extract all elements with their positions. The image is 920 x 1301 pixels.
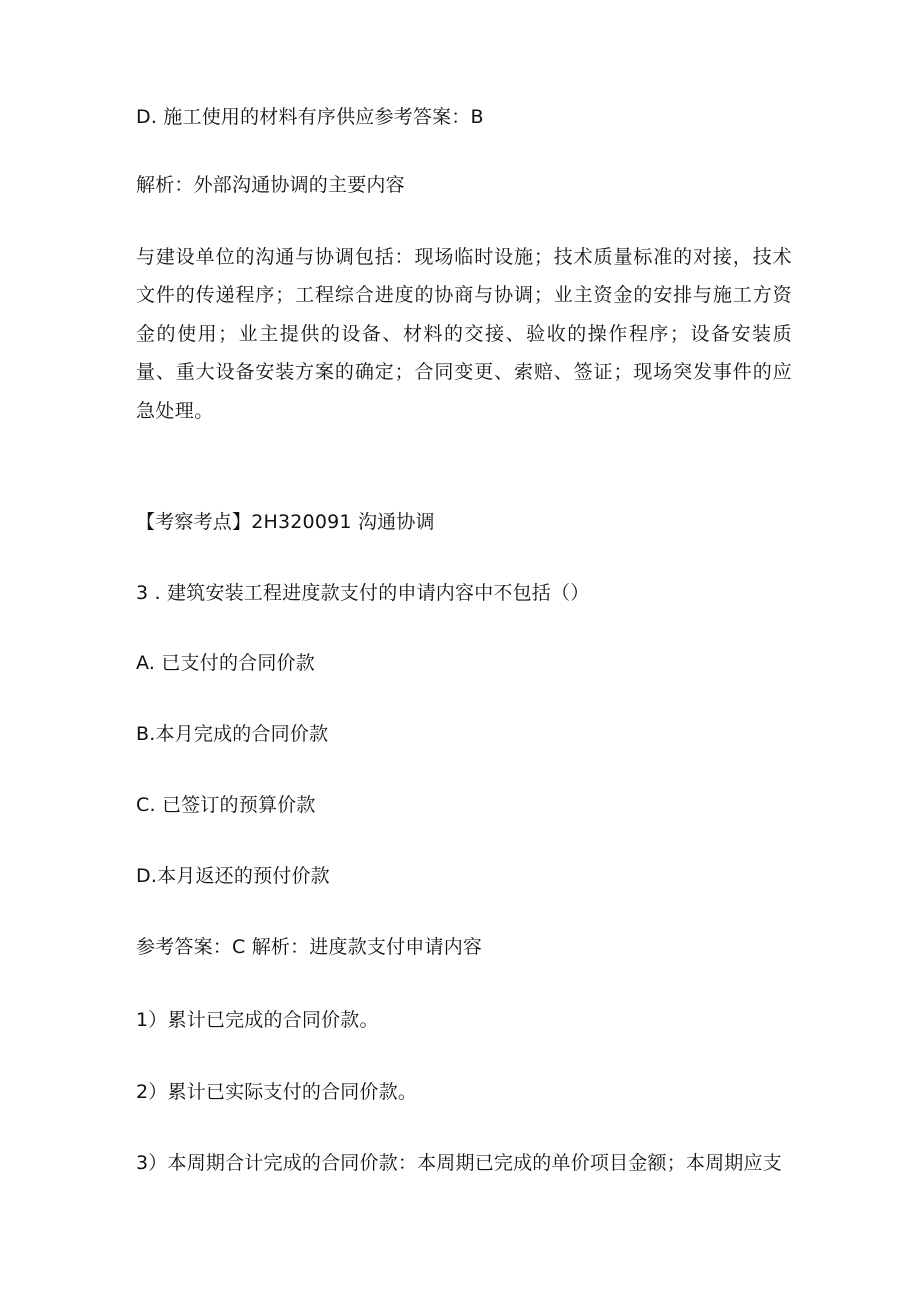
option-c: C. 已签订的预算价款 bbox=[136, 794, 316, 816]
list-item-1: 1）累计已完成的合同价款。 bbox=[136, 1009, 379, 1031]
question-3: 3 . 建筑安装工程进度款支付的申请内容中不包括（） bbox=[136, 582, 590, 604]
exam-point: 【考察考点】2H320091 沟通协调 bbox=[136, 511, 435, 533]
analysis-paragraph: 与建设单位的沟通与协调包括：现场临时设施；技术质量标准的对接，技术文件的传递程序；工程综合进度的协商与协调；业主资金的安排与施工方资金的使用；业主提供的设备、材料的交接、验收的操作程序；设备安装质量、重大设备安装方案的确定；合同变更、索赔、签证；现场突发事件的应急处理。 bbox=[136, 246, 792, 422]
list-item-3: 3）本周期合计完成的合同价款：本周期已完成的单价项目金额；本周期应支 bbox=[136, 1152, 782, 1174]
option-d-prev-answer: D. 施工使用的材料有序供应参考答案：B bbox=[136, 106, 484, 128]
analysis-heading: 解析：外部沟通协调的主要内容 bbox=[136, 174, 405, 196]
option-d: D.本月返还的预付价款 bbox=[136, 865, 330, 887]
option-b: B.本月完成的合同价款 bbox=[136, 723, 329, 745]
option-a: A. 已支付的合同价款 bbox=[136, 652, 315, 674]
list-item-2: 2）累计已实际支付的合同价款。 bbox=[136, 1081, 418, 1103]
answer-and-analysis: 参考答案：C 解析：进度款支付申请内容 bbox=[136, 936, 483, 958]
